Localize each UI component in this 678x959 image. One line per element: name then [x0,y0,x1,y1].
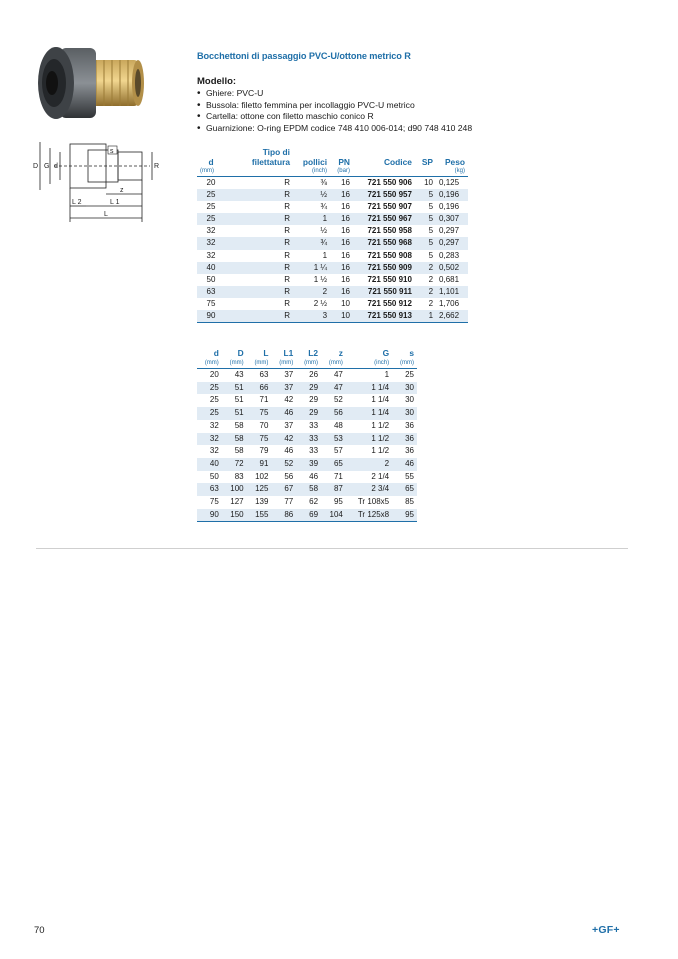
table-cell: R [284,250,290,260]
table-cell: 75 [247,433,272,446]
table-cell: 58 [296,483,321,496]
table-cell: R [225,237,293,249]
table-cell: 2 [415,262,436,274]
table-cell: 58 [234,420,244,430]
table-cell: 3 [293,310,330,323]
table-cell: 86 [271,509,296,522]
table-cell: 48 [333,420,343,430]
table-cell: 63 [197,286,225,298]
table-cell: 150 [222,509,247,522]
table-cell: 40 [197,262,225,274]
table-cell: 10 [424,178,434,187]
table-cell: R [225,213,293,225]
table-cell: 155 [247,509,272,522]
table-cell: 90 [197,310,225,323]
col-header: SP [421,156,434,167]
col-header: D [237,348,244,358]
table-cell: ½ [293,189,330,201]
dim-s: s [110,148,114,155]
table-cell: 75 [209,497,219,507]
table-cell: 57 [333,446,343,456]
table-cell: 16 [330,237,353,249]
table-cell: 69 [296,509,321,522]
table-cell: 63 [197,483,222,496]
table-cell: 16 [330,213,353,225]
table-cell: 5 [415,213,436,225]
table-row [197,382,417,395]
table-cell: 721 550 911 [353,286,415,298]
product-photo [30,40,148,124]
dim-D: D [33,163,39,170]
table-cell: 46 [309,471,319,481]
table-cell: 95 [392,509,417,522]
table-cell: 20 [206,178,216,187]
table-cell: 5 [428,226,434,236]
table-cell: 721 550 957 [353,189,415,201]
table-cell: 58 [222,433,247,446]
table-cell: 32 [197,237,225,249]
table-cell: R [284,274,290,284]
table-cell: 42 [284,395,294,405]
table-cell: R [225,262,293,274]
table-cell: 721 550 910 [367,274,412,284]
table-row [197,483,417,496]
table-row [197,213,468,225]
table-cell: 37 [284,370,294,379]
table-cell: 127 [230,497,244,507]
table-cell: 67 [271,483,296,496]
table-cell: 5 [415,189,436,201]
table-cell: 51 [222,382,247,395]
unit-cell: (mm) [200,168,214,174]
table-cell: 29 [296,407,321,420]
list-item: • Bussola: filetto femmina per incollaggio PVC-U metrico [197,100,472,112]
table-cell: 2 [293,286,330,298]
col-header: z [338,348,343,358]
dimensions-table [197,348,417,522]
unit-cell: (mm) [254,360,269,366]
table-cell: 66 [247,382,272,395]
table-row [197,274,468,286]
table-cell: R [284,202,290,212]
dim-R: R [154,163,160,170]
table-cell: Tr 125x8 [346,509,392,522]
table-cell: 36 [392,433,417,446]
unit-cell: (inch) [312,168,328,174]
table-cell: 1 [293,213,330,225]
table-row [197,369,417,382]
unit-cell: (mm) [400,360,414,366]
table-cell: 95 [333,497,343,507]
table-row [197,201,468,213]
table-cell: 2 [415,286,436,298]
col-header: Peso [444,156,465,167]
table-cell: 36 [405,446,414,456]
table-cell: 0,196 [439,202,460,212]
table-cell: 16 [341,226,350,236]
table-row [197,433,417,446]
page-number: 70 [34,925,45,936]
table-cell: 25 [405,370,414,379]
table-cell: 139 [255,497,269,507]
table-cell: 71 [259,395,269,405]
table-cell: 2 ½ [313,298,328,308]
table-cell: 1 1/2 [371,420,390,430]
table-row [197,237,468,249]
table-cell: 1 [415,310,436,323]
table-cell: 75 [206,298,216,308]
brand-logo: +GF+ [592,924,620,936]
table-cell: 47 [321,382,346,395]
table-cell: 47 [333,370,343,379]
table-cell: 62 [309,497,319,507]
table-cell: 125 [247,483,272,496]
table-cell: 30 [392,382,417,395]
table-cell: 37 [271,382,296,395]
table-cell: 0,283 [439,250,460,260]
table-cell: 16 [330,286,353,298]
technical-drawing [30,134,162,230]
table-row [197,262,468,274]
table-row [197,420,417,433]
table-cell: 0,297 [439,226,460,236]
table-cell: 721 550 912 [367,298,412,308]
table-cell: 77 [284,497,294,507]
table-cell: 52 [271,458,296,471]
table-cell: 1 1/4 [371,395,390,405]
table-row [197,471,417,484]
table-cell: 52 [333,395,343,405]
table-cell: 32 [209,446,219,456]
table-cell: 1 [322,250,328,260]
table-cell: 42 [271,433,296,446]
table-row [197,445,417,458]
table-cell: 29 [309,395,319,405]
table-cell: 0,297 [436,237,468,249]
table-cell: 50 [206,274,216,284]
table-cell: 721 550 967 [353,213,415,225]
table-cell: 20 [209,370,219,379]
table-cell: 5 [428,202,434,212]
table-cell: 63 [259,370,269,379]
col-header: pollici [302,156,328,167]
table-cell: R [284,226,290,236]
col-header: L2 [308,348,319,358]
table-cell: 16 [330,189,353,201]
table-cell: 1 ¼ [293,262,330,274]
table-cell: 5 [428,250,434,260]
divider [36,548,628,549]
col-header: Tipo di filettatura [251,147,290,167]
table-cell: 16 [341,250,350,260]
list-item: • Guarnizione: O-ring EPDM codice 748 410 006-014; d90 748 410 248 [197,123,472,135]
table-cell: 32 [206,250,216,260]
table-cell: 0,125 [439,178,460,187]
table-cell: 33 [309,420,319,430]
table-cell: 32 [209,420,219,430]
table-cell: 90 [197,509,222,522]
table-cell: 25 [197,213,225,225]
table-cell: 25 [197,382,222,395]
unit-cell: (mm) [204,360,219,366]
table-cell: 43 [234,370,244,379]
table-cell: 71 [333,471,343,481]
table-cell: 29 [296,382,321,395]
table-cell: 75 [247,407,272,420]
table-cell: 56 [321,407,346,420]
table-cell: R [225,286,293,298]
table-cell: 51 [234,395,244,405]
table-cell: 100 [222,483,247,496]
col-header: PN [338,156,350,167]
table-row [197,298,468,310]
table-cell: 58 [234,446,244,456]
table-cell: 30 [392,407,417,420]
table-cell: 55 [405,471,414,481]
table-row [197,250,468,262]
table-cell: Tr 108x5 [357,497,390,507]
table-cell: 5 [415,237,436,249]
col-header: G [382,348,390,358]
table-cell: 102 [255,471,269,481]
table-cell: 2,662 [436,310,468,323]
unit-cell: (mm) [304,360,319,366]
unit-cell: (mm) [279,360,294,366]
dim-L1: L 1 [110,199,120,206]
table-cell: 83 [234,471,244,481]
table-cell: 40 [197,458,222,471]
table-cell: 65 [321,458,346,471]
table-cell: 32 [206,226,216,236]
list-item: • Cartella: ottone con filetto maschio conico R [197,111,472,123]
table-cell: ¾ [293,237,330,249]
col-header: L1 [283,348,294,358]
unit-cell: (inch) [374,360,390,366]
unit-cell [415,167,436,177]
unit-cell [353,167,415,177]
table-cell: 721 550 968 [353,237,415,249]
table-cell: 0,502 [436,262,468,274]
table-cell: 16 [330,262,353,274]
dim-d: d [54,163,58,170]
table-cell: ¾ [320,202,328,212]
table-cell: 16 [341,274,350,284]
table-cell: 1 1/4 [346,407,392,420]
table-row [197,458,417,471]
table-cell: 10 [341,298,350,308]
dim-L: L [104,211,108,218]
table-cell: 25 [209,395,219,405]
table-cell: 2 3/4 [346,483,392,496]
table-cell: 91 [247,458,272,471]
table-row [197,394,417,407]
table-cell: 721 550 907 [367,202,412,212]
table-cell: 46 [271,407,296,420]
table-cell: R [225,189,293,201]
table-cell: 0,196 [436,189,468,201]
table-cell: 2 [428,298,434,308]
unit-cell [225,167,293,177]
table-cell: 46 [392,458,417,471]
table-cell: R [284,298,290,308]
table-cell: 79 [259,446,269,456]
table-cell: 0,681 [439,274,460,284]
table-cell: 104 [321,509,346,522]
table-cell: 1 1/2 [371,446,390,456]
table-cell: 26 [309,370,319,379]
table-cell: 1,706 [439,298,460,308]
table-row [197,286,468,298]
table-cell: 33 [296,433,321,446]
table-cell: 85 [405,497,414,507]
unit-cell: (mm) [328,360,343,366]
table-row [197,407,417,420]
table-cell: 1 1/4 [346,382,392,395]
unit-cell: (kg) [454,168,465,174]
table-row [197,310,468,323]
table-row [197,509,417,522]
table-row [197,189,468,201]
table-cell: 37 [284,420,294,430]
table-row [197,177,468,190]
table-cell: 39 [296,458,321,471]
table-cell: 25 [206,202,216,212]
unit-cell: (bar) [337,168,350,174]
table-cell: 721 550 906 [367,178,412,187]
table-cell: 36 [405,420,414,430]
table-cell: 16 [341,178,350,187]
dim-z: z [120,187,124,194]
table-cell: R [284,178,290,187]
table-cell: ½ [320,226,328,236]
table-row [197,496,417,509]
table-cell: 2 [346,458,392,471]
table-cell: 721 550 958 [367,226,412,236]
table-cell: 87 [321,483,346,496]
table-cell: 1 ½ [313,274,328,284]
dim-L2: L 2 [72,199,82,206]
table-cell: 721 550 913 [353,310,415,323]
table-cell: 50 [209,471,219,481]
table-cell: 1 1/2 [346,433,392,446]
table-cell: 1 [384,370,390,379]
col-header: Codice [384,156,412,167]
table-cell: 721 550 908 [367,250,412,260]
page-title: Bocchettoni di passaggio PVC-U/ottone metrico R [197,51,411,61]
table-cell: 1,101 [436,286,468,298]
table-cell: 2 [428,274,434,284]
col-header: L [263,348,269,358]
table-row [197,225,468,237]
model-list [197,88,472,134]
table-cell: 25 [197,407,222,420]
table-cell: ⅜ [320,178,328,187]
table-cell: 51 [222,407,247,420]
table-cell: 0,307 [436,213,468,225]
table-cell: 65 [392,483,417,496]
col-header: s [409,348,414,358]
unit-cell: (mm) [229,360,244,366]
dim-G: G [44,163,50,170]
table-cell: 25 [197,189,225,201]
list-item: • Ghiere: PVC-U [197,88,472,100]
table-cell: 30 [405,395,414,405]
table-cell: 2 1/4 [371,471,390,481]
table-cell: 53 [321,433,346,446]
product-table [197,148,468,323]
table-cell: 46 [284,446,294,456]
col-header: d [213,348,219,358]
model-heading: Modello: [197,76,237,87]
table-cell: 10 [330,310,353,323]
table-cell: 70 [259,420,269,430]
table-cell: 16 [341,202,350,212]
table-cell: 72 [222,458,247,471]
table-cell: R [225,310,293,323]
table-cell: 721 550 909 [353,262,415,274]
table-cell: 56 [284,471,294,481]
table-cell: 32 [197,433,222,446]
col-header: d [208,156,214,167]
table-cell: 33 [309,446,319,456]
